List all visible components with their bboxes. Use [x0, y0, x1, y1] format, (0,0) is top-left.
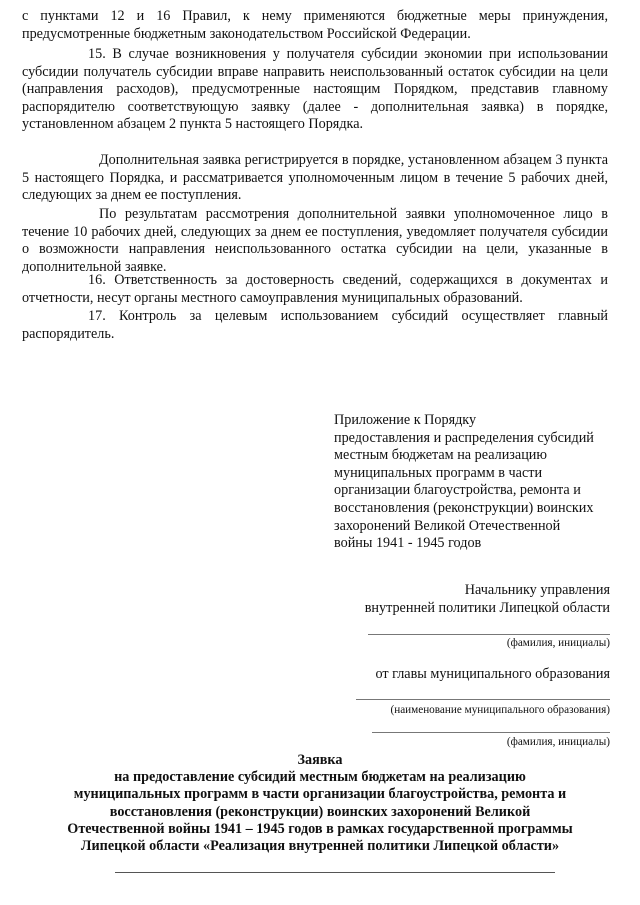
caption-municipality-name: (наименование муниципального образования) — [390, 704, 610, 716]
title-line: восстановления (реконструкции) воинских захоронений Великой — [109, 803, 531, 820]
request-title — [40, 752, 600, 855]
appendix-line: Приложение к Порядку — [334, 412, 477, 428]
title-line: Отечественной войны 1941 – 1945 годов в рамках государственной программы — [67, 820, 573, 837]
caption-surname-initials: (фамилия, инициалы) — [506, 736, 610, 748]
appendix-line: предоставления и распределения субсидий — [334, 429, 594, 446]
appendix-line: войны 1941 - 1945 годов — [334, 535, 482, 552]
title-line: на предоставление субсидий местным бюджетам на реализацию — [114, 769, 526, 786]
appendix-line: захоронений Великой Отечественной — [334, 517, 561, 534]
addressee-title: Начальнику управления — [464, 582, 610, 598]
appendix-line: муниципальных программ в части — [334, 464, 543, 481]
paragraph-15: 15. В случае возникновения у получателя субсидии экономии при использовании субсидии получатель субсидии вправе направить неиспользованный остаток субсидии на цели (направления расходов), предусмотренные настоящим Порядком, представив главному распорядителю соответствующую заявку (далее - дополнительная заявка) в порядке, установленном абзацем 2 пункта 5 настоящего Порядка. — [22, 46, 608, 133]
appendix-line: восстановления (реконструкции) воинских — [334, 499, 594, 516]
signature-line-name — [368, 634, 610, 635]
paragraph-16: 16. Ответственность за достоверность сведений, содержащихся в документах и отчетности, несут органы местного самоуправления муниципальных образований. — [22, 272, 608, 306]
paragraph-17: 17. Контроль за целевым использованием субсидий осуществляет главный распорядитель. — [22, 308, 608, 342]
signature-line-head-name — [372, 732, 610, 733]
signature-line-municipality — [356, 699, 610, 700]
paragraph-additional-request: Дополнительная заявка регистрируется в порядке, установленном абзацем 3 пункта 5 настоящего Порядка, и рассматривается уполномоченным лицом в течение 5 рабочих дней, следующих за днем ее поступления. — [22, 152, 608, 204]
bottom-fill-line — [115, 872, 555, 873]
title-heading: Заявка — [297, 752, 343, 768]
appendix-header — [334, 412, 624, 553]
paragraph-review-results: По результатам рассмотрения дополнительной заявки уполномоченное лицо в течение 10 рабочих дней, следующих за днем ее поступления, уведомляет получателя субсидии о возможности направления неиспользованного остатка субсидии на цели, указанные в дополнительной заявке. — [22, 206, 608, 275]
paragraph-continuation: с пунктами 12 и 16 Правил, к нему применяются бюджетные меры принуждения, предусмотренные бюджетным законодательством Российской Федерации. — [22, 8, 608, 42]
from-head-of-municipality: от главы муниципального образования — [375, 666, 610, 682]
appendix-line: организации благоустройства, ремонта и — [334, 482, 581, 499]
caption-surname-initials: (фамилия, инициалы) — [506, 637, 610, 649]
title-line: муниципальных программ в части организации благоустройства, ремонта и — [73, 786, 567, 803]
title-line: Липецкой области «Реализация внутренней политики Липецкой области» — [80, 838, 560, 855]
appendix-line: местным бюджетам на реализацию — [334, 447, 547, 464]
addressee-department: внутренней политики Липецкой области — [364, 600, 610, 616]
